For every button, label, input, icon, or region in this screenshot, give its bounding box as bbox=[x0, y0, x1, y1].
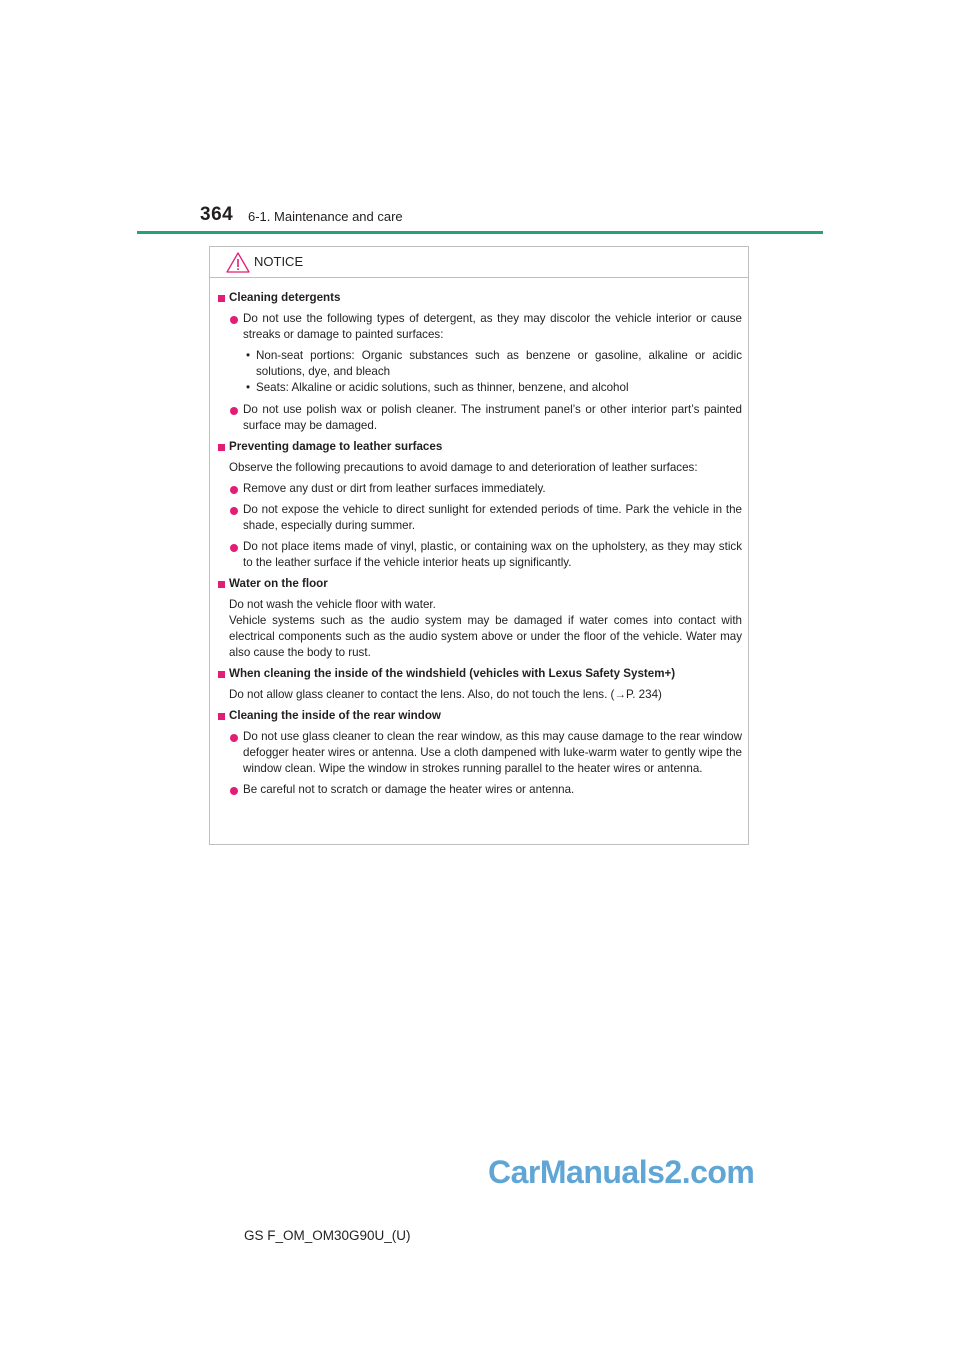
list-item bbox=[218, 729, 742, 777]
list-item bbox=[218, 782, 742, 798]
watermark-logo[interactable]: CarManuals2.com bbox=[488, 1154, 755, 1190]
list-item bbox=[218, 539, 742, 571]
square-bullet-icon bbox=[218, 581, 225, 588]
paragraph: Vehicle systems such as the audio system may be damaged if water comes into contact with electrical components such as the audio system above or under the floor of the vehicle. Water may also cause the body to rust. bbox=[229, 614, 742, 659]
section-heading-cleaning-detergents bbox=[218, 290, 742, 306]
list-item-text: Do not expose the vehicle to direct sunlight for extended periods of time. Park the vehicle in the shade, especially during summer. bbox=[243, 503, 742, 532]
square-bullet-icon bbox=[218, 295, 225, 302]
sub-list-item-text: Seats: Alkaline or acidic solutions, such as thinner, benzene, and alcohol bbox=[256, 381, 629, 394]
list-item bbox=[218, 311, 742, 343]
round-bullet-icon bbox=[230, 486, 238, 494]
footer-code: GS F_OM_OM30G90U_(U) bbox=[244, 1228, 411, 1243]
section-title: 6-1. Maintenance and care bbox=[248, 209, 403, 224]
round-bullet-icon bbox=[230, 734, 238, 742]
paragraph: Do not allow glass cleaner to contact the lens. Also, do not touch the lens. (→P. 234) bbox=[229, 688, 662, 701]
notice-title: NOTICE bbox=[254, 254, 304, 269]
round-bullet-icon bbox=[230, 544, 238, 552]
round-bullet-icon bbox=[230, 787, 238, 795]
heading-text: Water on the floor bbox=[229, 577, 328, 590]
header-rule bbox=[137, 231, 823, 234]
section-heading-windshield bbox=[218, 666, 742, 682]
notice-body bbox=[210, 278, 748, 798]
notice-header bbox=[210, 247, 748, 278]
list-item bbox=[218, 502, 742, 534]
round-bullet-icon bbox=[230, 407, 238, 415]
page-number: 364 bbox=[200, 204, 234, 225]
list-item-text: Do not use glass cleaner to clean the rear window, as this may cause damage to the rear window defogger heater wires or antenna. Use a cloth dampened with luke-warm water to gently wipe the window clean. Wipe the window in strokes running parallel to the heater wires or antenna. bbox=[243, 730, 742, 775]
list-item-text: Remove any dust or dirt from leather surfaces immediately. bbox=[243, 482, 546, 495]
sub-list-item bbox=[218, 348, 742, 380]
square-bullet-icon bbox=[218, 671, 225, 678]
sub-list-item bbox=[218, 380, 742, 396]
sub-bullet-marker: • bbox=[246, 381, 251, 394]
heading-text: Cleaning detergents bbox=[229, 291, 341, 304]
list-item-text: Be careful not to scratch or damage the heater wires or antenna. bbox=[243, 783, 575, 796]
sub-bullet-marker: • bbox=[246, 349, 251, 362]
heading-text: Cleaning the inside of the rear window bbox=[229, 709, 441, 722]
paragraph: Observe the following precautions to avoid damage to and deterioration of leather surfaces: bbox=[229, 461, 698, 474]
list-item bbox=[218, 402, 742, 434]
list-item-text: Do not place items made of vinyl, plastic, or containing wax on the upholstery, as they may stick to the leather surface if the vehicle interior heats up significantly. bbox=[243, 540, 742, 569]
notice-box bbox=[209, 246, 749, 845]
list-item bbox=[218, 481, 742, 497]
heading-text: When cleaning the inside of the windshield (vehicles with Lexus Safety System+) bbox=[229, 667, 676, 680]
section-heading-leather-surfaces bbox=[218, 439, 742, 455]
round-bullet-icon bbox=[230, 507, 238, 515]
section-heading-water-on-floor bbox=[218, 576, 742, 592]
list-item-text: Do not use polish wax or polish cleaner. The instrument panel’s or other interior part’s painted surface may be damaged. bbox=[243, 403, 742, 432]
sub-list-item-text: Non-seat portions: Organic substances such as benzene or gasoline, alkaline or acidic solutions, dye, and bleach bbox=[256, 349, 742, 378]
paragraph: Do not wash the vehicle floor with water. bbox=[229, 598, 436, 611]
square-bullet-icon bbox=[218, 444, 225, 451]
round-bullet-icon bbox=[230, 316, 238, 324]
warning-triangle-icon bbox=[226, 252, 250, 273]
square-bullet-icon bbox=[218, 713, 225, 720]
section-heading-rear-window bbox=[218, 708, 742, 724]
list-item-text: Do not use the following types of detergent, as they may discolor the vehicle interior or cause streaks or damage to painted surfaces: bbox=[243, 312, 742, 341]
heading-text: Preventing damage to leather surfaces bbox=[229, 440, 443, 453]
